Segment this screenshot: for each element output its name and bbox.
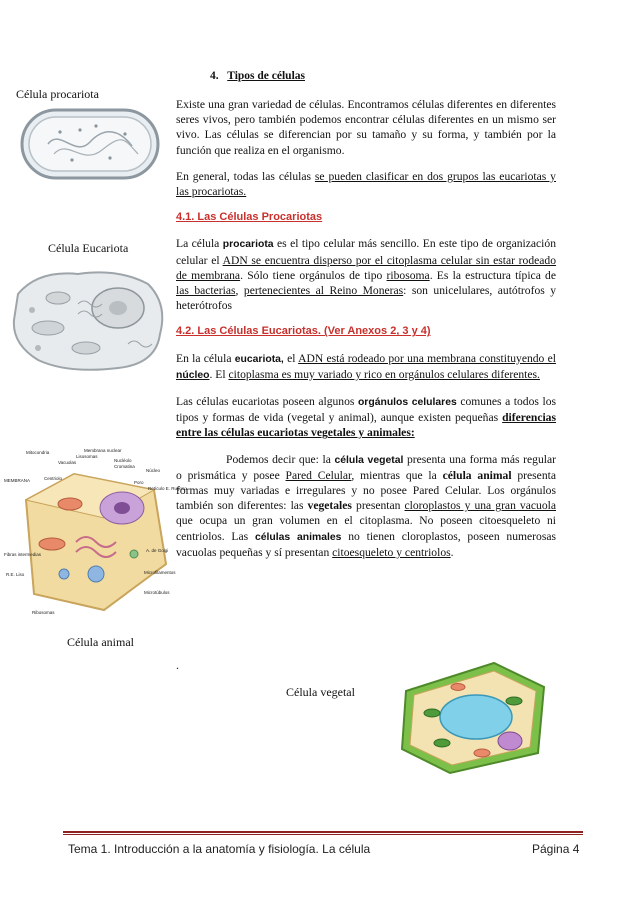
animal-label: Vacuolas xyxy=(58,460,77,465)
caption-eucariota: Célula Eucariota xyxy=(48,241,129,255)
animal-label: Microfilamentos xyxy=(144,570,176,575)
animal-label: A. de Golgi xyxy=(146,548,169,553)
animal-cell-image xyxy=(4,444,187,624)
dot: . xyxy=(176,658,179,672)
animal-label: MEMBRANA xyxy=(4,478,31,483)
paragraph-organulos: Las células eucariotas poseen algunos orgánulos celulares comunes a todos los tipos y formas de vida (vegetal y animal), aunque existen pequeñas diferencias entre las células eucariotas vegetales y animales: xyxy=(176,395,556,440)
footer-rule-thin xyxy=(63,834,583,835)
animal-label: R.E. Liso xyxy=(6,572,25,577)
animal-label: Lisosomas xyxy=(76,454,98,459)
animal-label: Mitocondria xyxy=(26,450,50,455)
paragraph-procariota: La célula procariota es el tipo celular más sencillo. En este tipo de organización celular el ADN se encuentra disperso por el citoplasma celular sin estar rodeado de membrana. Sólo tiene orgánulos de tipo ribosoma. Es la estructura típica de las bacterias, pertenecientes al Reino Moneras: son unicelulares, autótrofos y heterótrofos xyxy=(176,237,557,313)
footer-title: Tema 1. Introducción a la anatomía y fisiología. La célula xyxy=(68,842,371,856)
caption-procariota: Célula procariota xyxy=(16,87,99,101)
footer-rule xyxy=(63,831,583,833)
animal-label: Retículo E. Rugoso xyxy=(148,486,187,491)
paragraph-intro: Existe una gran variedad de células. Encontramos células diferentes en diferentes seres vivos, pero también podemos encontrar células diferentes en un mismo ser vivo. Las células se diferencian por su tamaño y su forma, y también por la función que realiza en el organismo. xyxy=(176,98,556,157)
section-title: Tipos de células xyxy=(227,70,305,82)
plant-cell-image xyxy=(398,657,548,777)
animal-label: Ribosomas xyxy=(32,610,55,615)
eukaryotic-cell-image xyxy=(8,264,170,374)
animal-label: Poro xyxy=(134,480,144,485)
animal-label: Nucléolo xyxy=(114,458,132,463)
animal-label: Fibras intermedias xyxy=(4,552,42,557)
animal-label: Núcleo xyxy=(146,468,161,473)
animal-label: Cromatina xyxy=(114,464,135,469)
section-number: 4. xyxy=(210,70,219,82)
page-number: Página 4 xyxy=(532,842,580,856)
animal-label: Microtúbulos xyxy=(144,590,170,595)
animal-label: Membrana nuclear xyxy=(84,448,122,453)
text-underlined: se pueden clasificar en dos grupos las eucariotas y las procariotas. xyxy=(176,169,556,199)
section-heading xyxy=(210,70,305,82)
subheading-eucariotas: 4.2. Las Células Eucariotas. (Ver Anexos 2, 3 y 4) xyxy=(176,325,431,338)
main-column xyxy=(176,97,556,571)
subheading-procariotas: 4.1. Las Células Procariotas xyxy=(176,211,323,224)
text: En general, todas las células xyxy=(176,169,315,183)
caption-vegetal: Célula vegetal xyxy=(286,685,355,699)
paragraph-comparacion: Podemos decir que: la célula vegetal presenta una forma más regular o prismática y posee Pared Celular, mientras que la célula animal presenta formas muy variadas e irregulares y no posee Pared Celular. Los orgánulos también son diferentes: las vegetales presentan cloroplastos y una gran vacuola que ocupa un gran volumen en el citoplasma. No poseen citoesqueleto ni centriolos. Las células animales no tienen cloroplastos, poseen numerosas vacuolas pequeñas y sí presentan citoesqueleto y centriolos. xyxy=(176,452,556,559)
prokaryotic-cell-image xyxy=(20,108,160,180)
paragraph-eucariota: En la célula eucariota, el ADN está rodeado por una membrana constituyendo el núcleo. El citoplasma es muy variado y rico en orgánulos celulares diferentes. xyxy=(176,351,556,381)
paragraph-classification xyxy=(176,169,556,199)
animal-label: Centriolo xyxy=(44,476,63,481)
caption-animal: Célula animal xyxy=(67,635,134,649)
